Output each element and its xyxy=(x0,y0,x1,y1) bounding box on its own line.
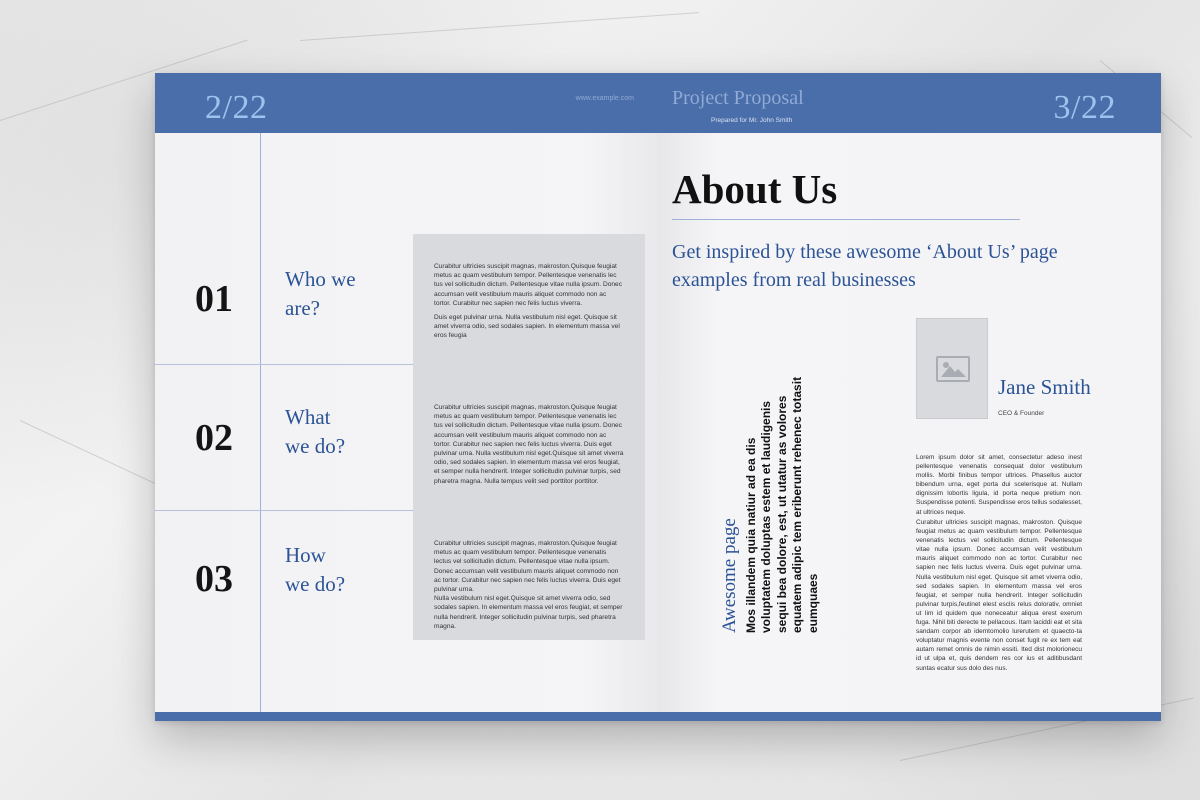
section-paragraph: Curabitur ultricies suscipit magnas, makroston.Quisque feugiat metus ac quam vestibulum tempor. Pellentesque venenatis lec tus vel sollicitudin dictum. Pellentesque vitae nulla ipsum. Donec accumsan velit vestibulum mauris aliquet commodo non ac tortor. Curabitur nec sapien nec felis luctus viverra. Duis eget pulvinar urna. Nulla vestibulum nisl eget.Quisque sit amet viverra odio, sed sodales sapien. In elementum massa vel eros feugiat, et semper nulla hendrerit. Integer sollicitudin pulvinar turpis, sed pharetra magna. Nulla tempus velit sed porttitor porttitor. xyxy=(434,404,624,485)
right-page-number: 3/22 xyxy=(1053,89,1116,126)
project-title: Project Proposal xyxy=(672,87,804,109)
image-icon-mountain xyxy=(950,369,966,377)
section-title xyxy=(285,403,395,461)
body-paragraph: Lorem ipsum dolor sit amet, consectetur adeso inest pellentesque venenatis consequat dolor vestibulum mollis. Morbi finibus tempor ultrices. Phasellus auctor bibendum urna, eget porta dui scelerisque at. Nullam dignissim lobortis ligula, id porta neque pretium non. Suspendisse potenti. Suspendisse eros tellus sodalesset, at ultrices neque. xyxy=(916,454,1082,516)
website-url: www.example.com xyxy=(575,95,634,102)
section-title-line: we do? xyxy=(285,434,346,458)
right-header-bar xyxy=(658,73,1161,133)
section-number: 03 xyxy=(195,558,233,600)
section-text xyxy=(434,403,624,486)
section-paragraph: Curabitur ultricies suscipit magnas, makroston.Quisque feugiat metus ac quam vestibulum tempor. Pellentesque venenatis lec tus vel sollicitudin dictum. Pellentesque vitae nulla ipsum. Donec accumsan velit vestibulum mauris aliquet commodo non ac tortor. Curabitur nec sapien nec felis luctus viverra. xyxy=(434,263,623,307)
section-title-line: we do? xyxy=(285,572,346,596)
marble-vein xyxy=(300,12,699,41)
section-title-line: How xyxy=(285,543,326,567)
section-title-line: What xyxy=(285,405,331,429)
section-paragraph: Duis eget pulvinar urna. Nulla vestibulum nisl eget. Quisque sit amet viverra odio, sed sodales sapien. In elementum massa vel eros feugia xyxy=(434,314,620,340)
section-number: 01 xyxy=(195,278,233,320)
section-title xyxy=(285,541,395,599)
person-name: Jane Smith xyxy=(998,375,1091,399)
prepared-for: Prepared for Mr. John Smith xyxy=(711,117,793,124)
section-title-line: Who we xyxy=(285,267,356,291)
section-title xyxy=(285,265,395,323)
left-footer-bar xyxy=(155,712,658,721)
title-underline xyxy=(672,219,1020,220)
profile-photo xyxy=(916,318,988,419)
about-title: About Us xyxy=(672,166,838,212)
vertical-divider xyxy=(260,133,261,712)
right-footer-bar xyxy=(658,712,1161,721)
body-paragraph: Curabitur ultricies suscipit magnas, makroston. Quisque feugiat metus ac quam vestibulum tempor. Pellentesque venenatis lectus vel sollicitudin dictum. Pellentesque vitae nulla ipsum. Donec accumsan velit vestibulum mauris aliquet commodo non ac tortor. Curabitur nec sapien nec felis luctus viverra. Duis eget pulvinar urna. Nulla vestibulum nisl eget. Quisque sit amet viverra odio, sed sodales sapien. In elementum massa vel eros feugiat, et semper nulla hendrerit. Integer sollicitudin pulvinar turpis,feutinet elest esclis relus dolorativ, omniet ut lim id quidem que noneceatur aliqua erest exerum fuga. Nihil biti derecte te pellacous. Itam laciddi eat et sita sandam corpor ab idemtomolio lurerutem et quaecto-ta voluptatur magnis evente non conset fugit re ex tem eat autam remet omnis de nimin essiti. Ited dist molorionecu id ut ulpa et, quis dendem res cor ius et aditibusdant suntas ecatur sus dolo des nus. xyxy=(916,519,1082,672)
person-role: CEO & Founder xyxy=(998,410,1045,417)
left-header-bar xyxy=(155,73,658,133)
right-page xyxy=(658,73,1161,721)
section-text xyxy=(434,262,624,341)
about-subtitle: Get inspired by these awesome ‘About Us’ page examples from real businesses xyxy=(672,241,1058,291)
left-page xyxy=(155,73,658,721)
left-page-number: 2/22 xyxy=(205,89,268,126)
section-paragraph: Nulla vestibulum nisl eget.Quisque sit amet viverra odio, sed sodales sapien. In elementum massa vel eros feugiat, et semper nulla hendrerit. Integer sollicitudin pulvinar turpis, sed pharetra magna. xyxy=(434,595,623,630)
section-number: 02 xyxy=(195,417,233,459)
brochure-spread xyxy=(155,73,1161,721)
image-placeholder-icon xyxy=(936,356,970,382)
section-title-line: are? xyxy=(285,296,320,320)
vertical-heading: Awesome page xyxy=(719,518,740,633)
section-paragraph: Curabitur ultricies suscipit magnas, makroston.Quisque feugiat metus ac quam vestibulum tempor. Pellentesque venenatis lectus vel sollicitudin dictum. Pellentesque vitae nulla ipsum. Donec accumsan velit vestibulum mauris aliquet commodo non ac tortor. Curabitur nec sapien nec felis luctus viverra. Duis eget pulvinar urna. xyxy=(434,540,621,594)
vertical-body: Mos illandem quia natiur ad ea dis voluptatem doluptas estem et laudigenis sequi bea dolore, est, ut utatur as volores equatem adipic tem eriberunt rehenec totasit eumquaes xyxy=(744,376,820,633)
vertical-quote-inner xyxy=(718,371,843,633)
vertical-quote xyxy=(718,371,843,633)
section-text xyxy=(434,539,624,631)
